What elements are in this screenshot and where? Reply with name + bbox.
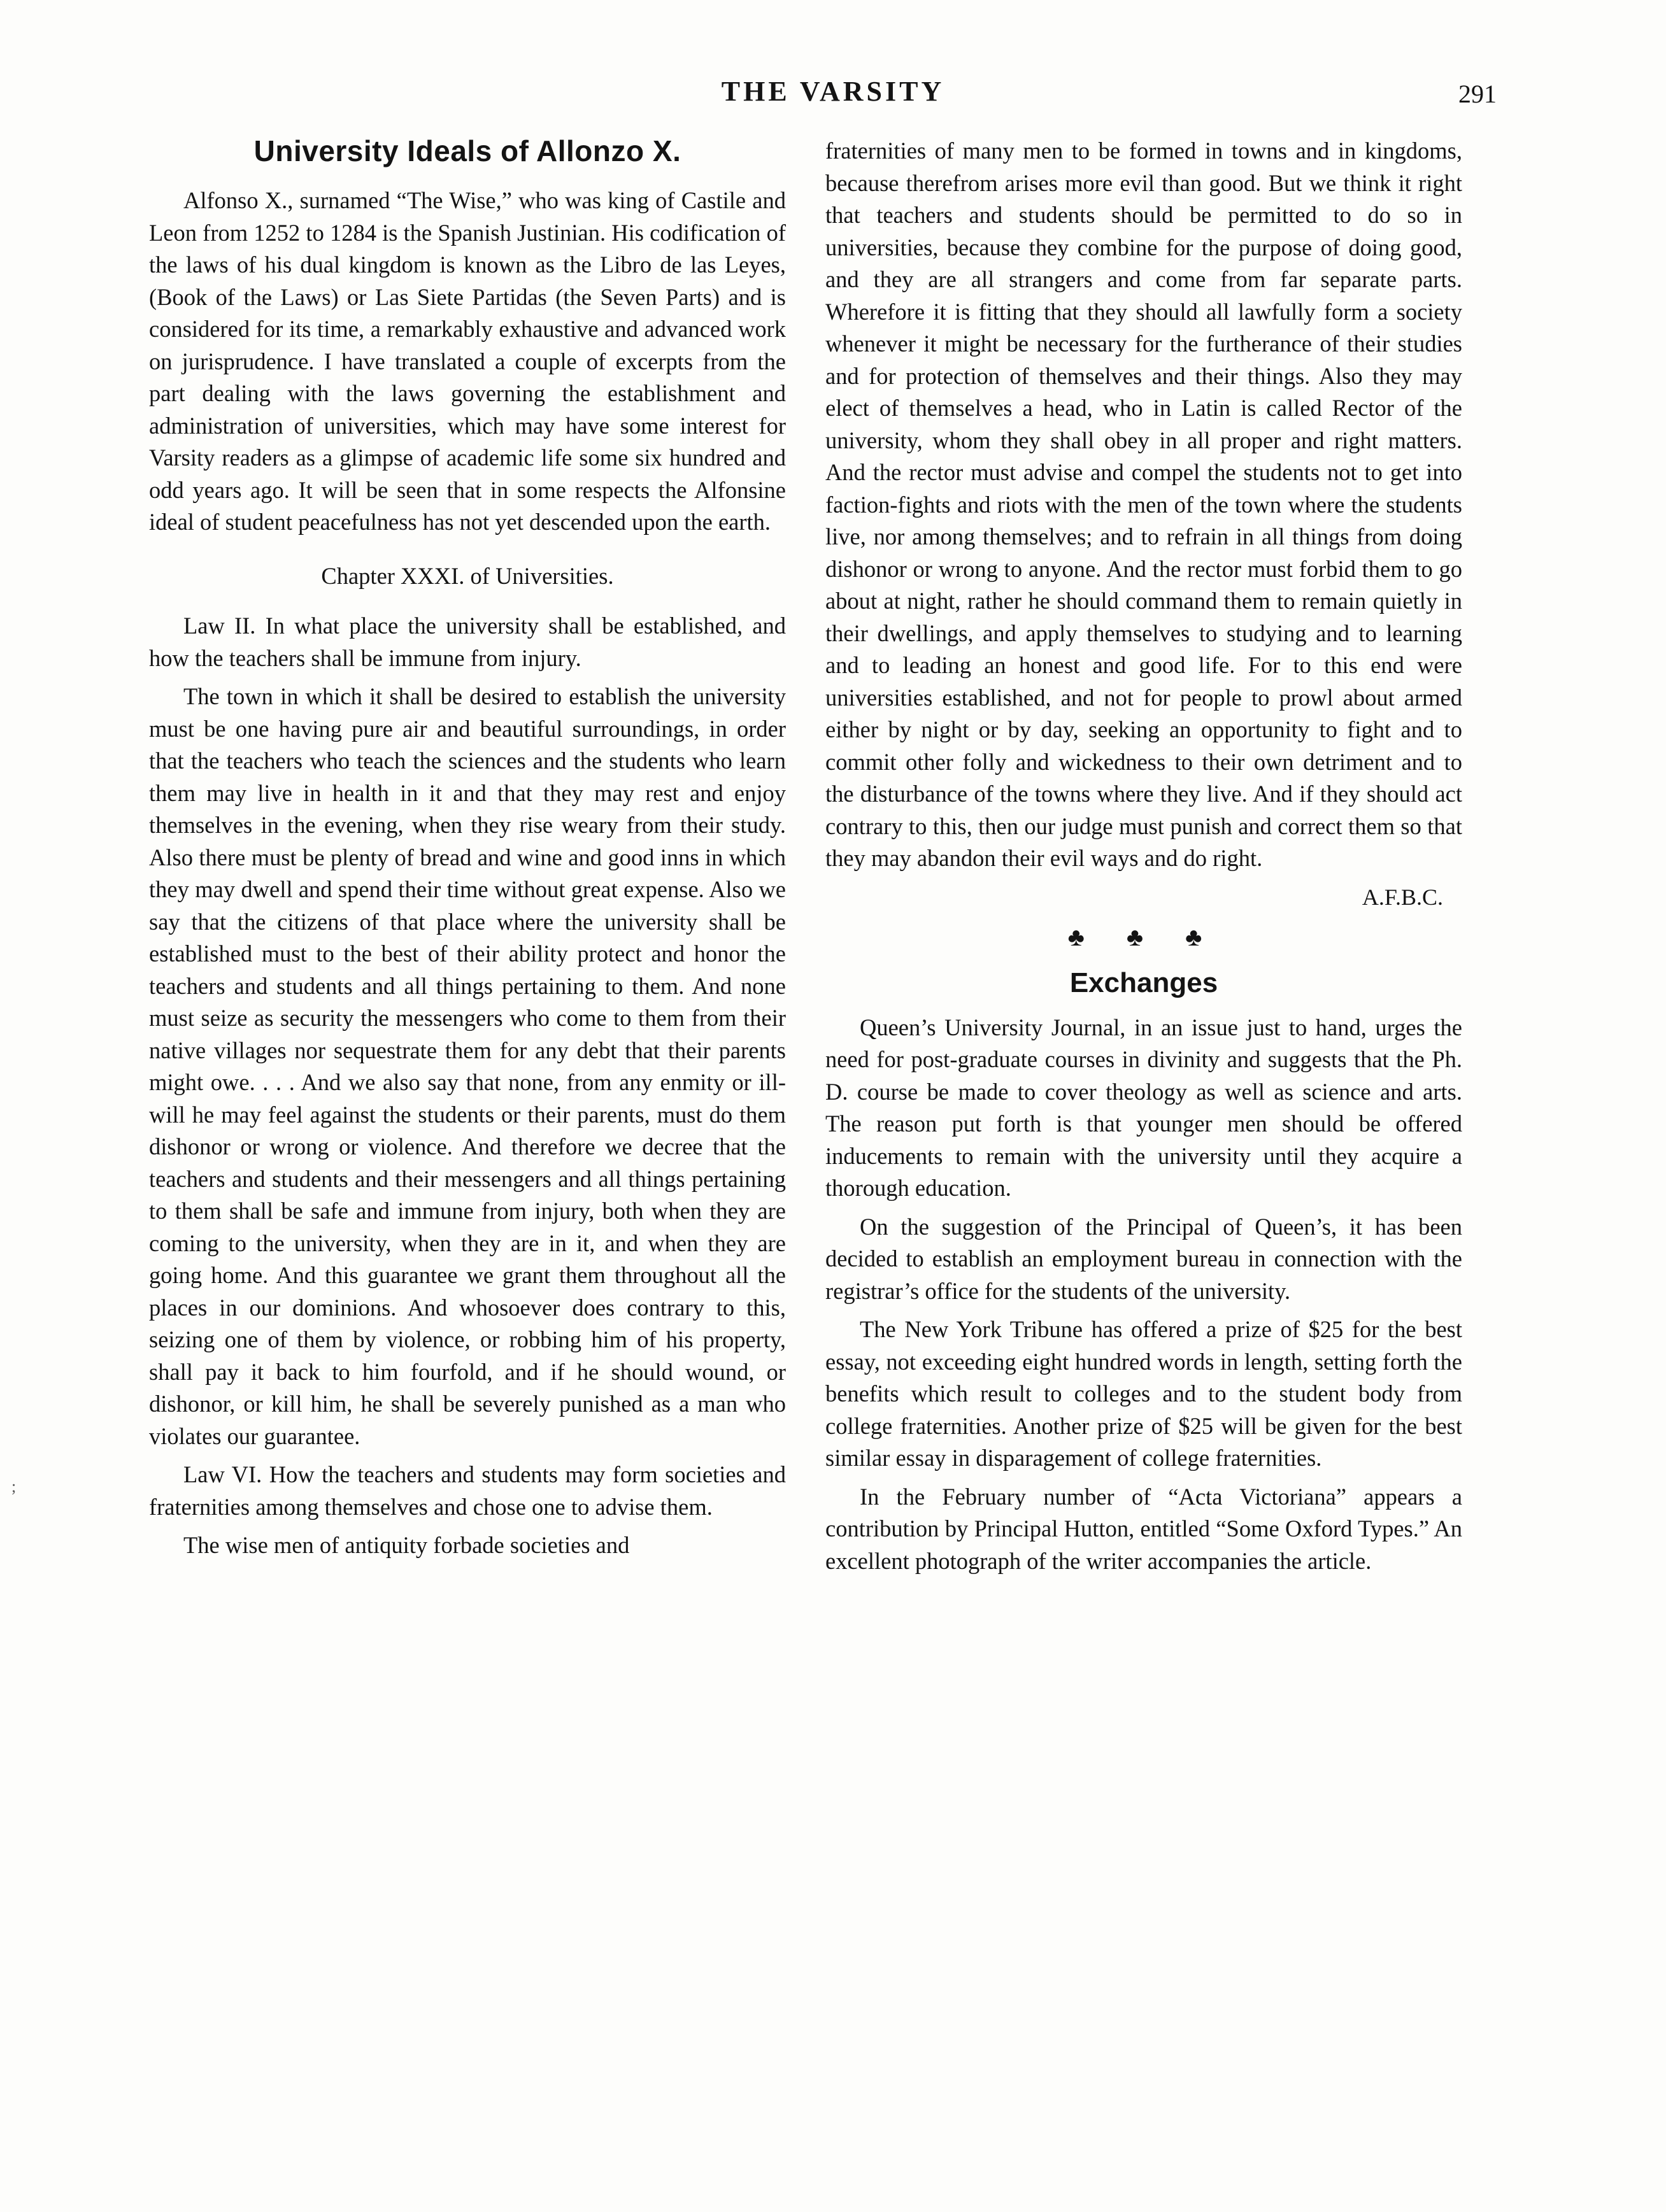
law-vi-text-start: The wise men of antiquity forbade societies and bbox=[183, 1532, 630, 1558]
article-title: University Ideals of Allonzo X. bbox=[253, 134, 681, 167]
law-ii-heading: Law II. In what place the university shall be established, and how the teachers shall be immune from injury. bbox=[149, 613, 786, 671]
law-vi-text-continued: fraternities of many men to be formed in towns and in kingdoms, because therefrom arises more evil than good. But we think it right that teachers and students should be permitted to do so in universities, because they combine for the purpose of doing good, and they are all strangers and come from far separate parts. Wherefore it is fitting that they should all lawfully form a society whenever it might be necessary for the furtherance of their studies and for protection of themselves and their things. Also they may elect of themselves a head, who in Latin is called Rector of the university, whom they shall obey in all proper and right matters. And the rector must advise and compel the students not to get into faction-fights and riots with the men of the town where the students live, nor among themselves; and to refrain in all things from doing dishonor or wrong to anyone. And the rector must forbid them to go about at night, rather he should command them to remain quietly in their dwellings, and apply themselves to studying and to learning and to leading an honest and good life. For to this end were universities established, and not for people to prowl about armed either by night or by day, seeking an opportunity to fight and to commit other folly and wickedness to their own detriment and to the disturbance of the towns where they live. And if they should act contrary to this, then our judge must punish and correct them so that they may abandon their evil ways and do right. bbox=[825, 138, 1462, 871]
exchanges-paragraph: On the suggestion of the Principal of Queen’s, it has been decided to establish an employment bureau in connection with the registrar’s office for the students of the university. bbox=[825, 1213, 1462, 1304]
club-ornament-icon: ♣ ♣ ♣ bbox=[1067, 922, 1220, 951]
page-number: 291 bbox=[1458, 80, 1497, 108]
article-intro-paragraph: Alfonso X., surnamed “The Wise,” who was king of Castile and Leon from 1252 to 1284 is the Spanish Justinian. His codification of the laws of his dual kingdom is known as the Libro de las Leyes, (Book of the Laws) or Las Siete Partidas (the Seven Parts) and is considered for its time, a remarkably exhaustive and advanced work on jurisprudence. I have translated a couple of excerpts from the part dealing with the laws governing the establishment and administration of universities, which may have some interest for Varsity readers as a glimpse of academic life some six hundred and odd years ago. It will be seen that in some respects the Alfonsine ideal of student peacefulness has not yet descended upon the earth. bbox=[149, 187, 786, 535]
article-signature: A.F.B.C. bbox=[1362, 884, 1443, 910]
law-ii-text: The town in which it shall be desired to establish the university must be one having pure air and beautiful surroundings, in order that the teachers who teach the sciences and the students who learn them may live in health in it and that they may rest and enjoy themselves in the evening, when they rise weary from their study. Also there must be plenty of bread and wine and good inns in which they may dwell and spend their time without great expense. Also we say that the citizens of that place where the university shall be established must to the best of their ability protect and honor the teachers and students and all things pertaining to them. And none must seize as security the messengers who come to them from their native villages nor sequestrate them for any debt that their parents might owe. . . . And we also say that none, from any enmity or ill-will he may feel against the students or their parents, must do them dishonor or wrong or violence. And therefore we decree that the teachers and students and their messengers and all things pertaining to them shall be safe and immune from injury, both when they are coming to the university, when they are in it, and when they are going home. And this guarantee we grant them throughout all the places in our dominions. And whosoever does contrary to this, seizing one of them by violence, or robbing him of his property, shall pay it back to him fourfold, and if he should wound, or dishonor, or kill him, he shall be severely punished as a man who violates our guarantee. bbox=[149, 683, 786, 1449]
chapter-heading: Chapter XXXI. of Universities. bbox=[321, 562, 614, 589]
right-column bbox=[825, 135, 1462, 1584]
left-column bbox=[149, 134, 786, 1568]
margin-mark: ; bbox=[11, 1477, 17, 1496]
exchanges-title: Exchanges bbox=[1069, 967, 1218, 998]
exchanges-paragraph: In the February number of “Acta Victoriana” appears a contribution by Principal Hutton, entitled “Some Oxford Types.” An excellent photograph of the writer accompanies the article. bbox=[825, 1483, 1462, 1574]
running-head: THE VARSITY bbox=[721, 76, 945, 107]
law-vi-heading: Law VI. How the teachers and students may form societies and fraternities among themselves and chose one to advise them. bbox=[149, 1461, 786, 1520]
exchanges-paragraph: The New York Tribune has offered a prize of $25 for the best essay, not exceeding eight hundred words in length, setting forth the benefits which result to colleges and to the student body from college fraternities. Another prize of $25 will be given for the best similar essay in disparagement of college fraternities. bbox=[825, 1316, 1462, 1471]
exchanges-paragraph: Queen’s University Journal, in an issue just to hand, urges the need for post-graduate courses in divinity and suggests that the Ph. D. course be made to cover theology as well as science and arts. The reason put forth is that younger men should be offered inducements to remain with the university until they acquire a thorough education. bbox=[825, 1014, 1462, 1201]
